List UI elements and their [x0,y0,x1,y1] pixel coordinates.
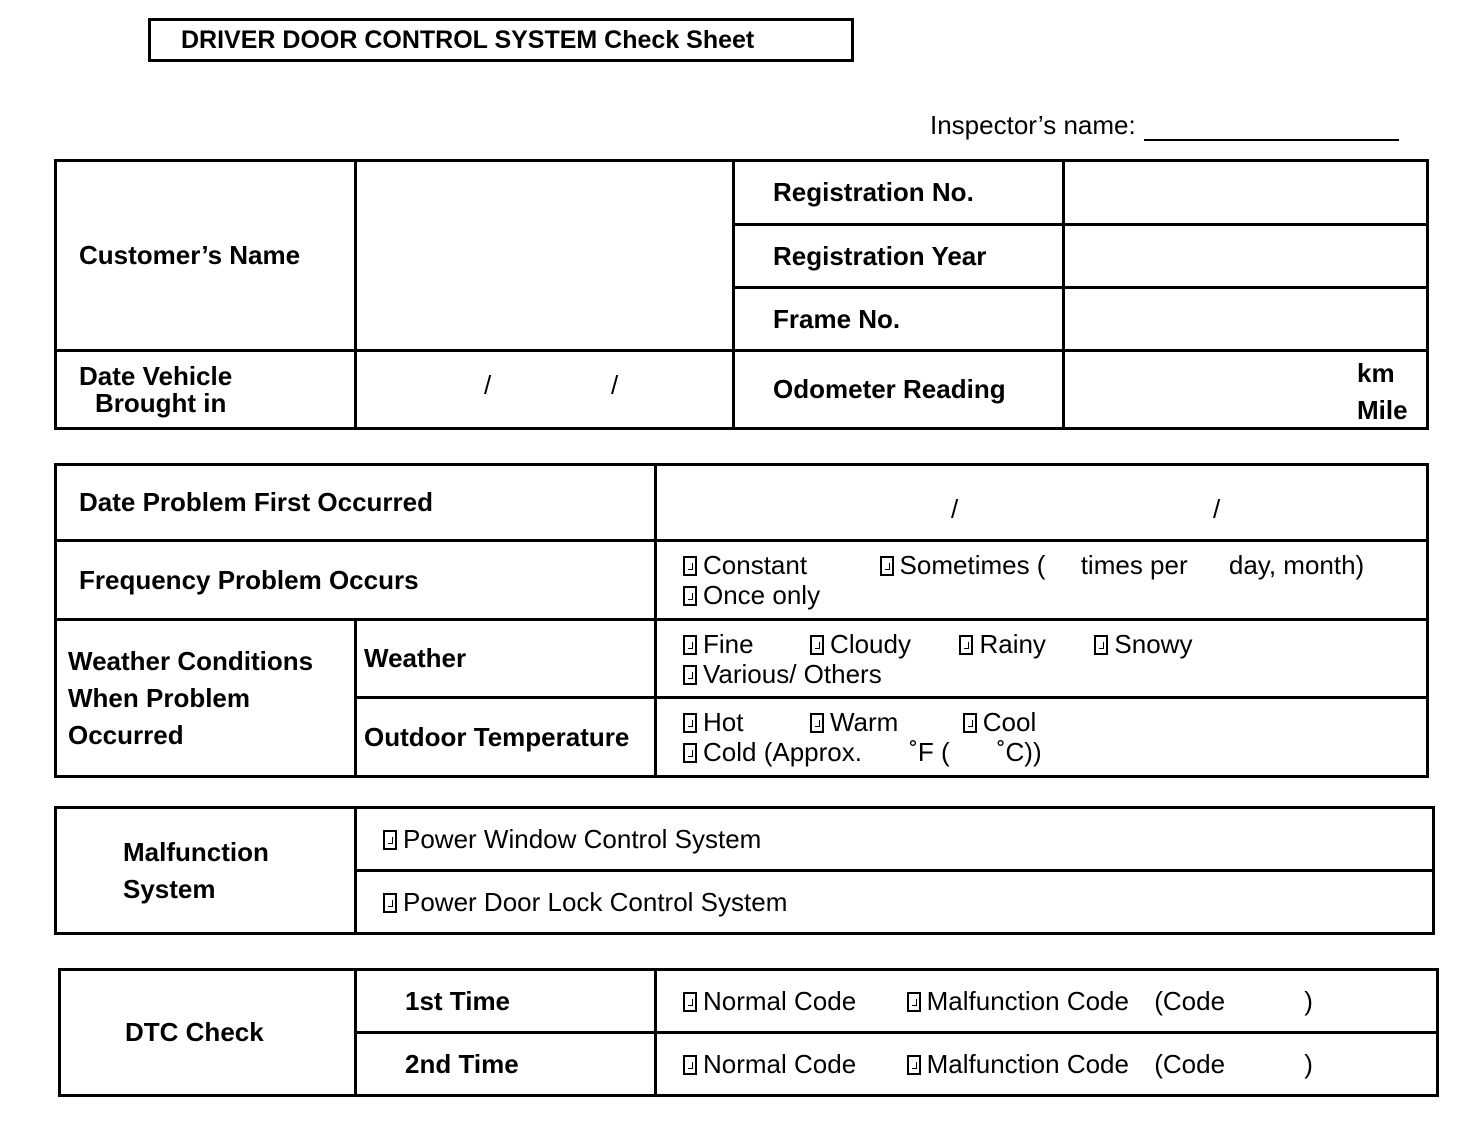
freq-constant-option[interactable]: Constant [683,550,807,580]
checkbox-icon [683,713,697,733]
problem-info-table [54,463,1429,778]
frame-no-input[interactable] [1064,288,1428,351]
malfunction-table [54,806,1435,935]
power-window-option[interactable]: Power Window Control System [356,808,1434,871]
dtc-first-time-label: 1st Time [356,970,656,1033]
inspector-name-input[interactable] [1144,111,1399,141]
weather-options [656,620,1428,698]
weather-snowy-option[interactable]: Snowy [1094,629,1192,659]
weather-cloudy-option[interactable]: Cloudy [810,629,911,659]
checkbox-icon [383,830,397,850]
vehicle-info-table [54,159,1429,430]
checkbox-icon [907,992,921,1012]
checkbox-icon [810,635,824,655]
dtc-second-normal-option[interactable]: Normal Code [683,1049,856,1079]
checkbox-icon [683,992,697,1012]
freq-once-option[interactable]: Once only [683,580,820,610]
checkbox-icon [683,1055,697,1075]
registration-year-input[interactable] [1064,225,1428,288]
dtc-check-label: DTC Check [60,970,356,1096]
dtc-table [58,968,1439,1097]
checkbox-icon [683,665,697,685]
temp-cold-option[interactable]: Cold (Approx. [683,737,862,767]
weather-label: Weather [356,620,656,698]
weather-rainy-option[interactable]: Rainy [959,629,1045,659]
checkbox-icon [1094,635,1108,655]
power-door-lock-option[interactable]: Power Door Lock Control System [356,871,1434,934]
checkbox-icon [963,713,977,733]
inspector-field [930,110,1399,141]
registration-no-input[interactable] [1064,161,1428,225]
customer-name-label: Customer’s Name [56,161,356,351]
date-first-label: Date Problem First Occurred [56,465,656,541]
customer-name-input[interactable] [356,161,734,351]
temp-hot-option[interactable]: Hot [683,707,743,737]
dtc-second-time-label: 2nd Time [356,1033,656,1096]
checkbox-icon [959,635,973,655]
registration-year-label: Registration Year [734,225,1064,288]
odometer-input[interactable] [1064,351,1428,429]
dtc-first-options: Normal Code Malfunction Code (Code ) [656,970,1438,1033]
outdoor-temp-label: Outdoor Temperature [356,698,656,777]
frequency-label: Frequency Problem Occurs [56,541,656,620]
checkbox-icon [907,1055,921,1075]
odometer-label: Odometer Reading [734,351,1064,429]
checkbox-icon [683,635,697,655]
page-title-text: DRIVER DOOR CONTROL SYSTEM Check Sheet [181,25,755,54]
frame-no-label: Frame No. [734,288,1064,351]
checkbox-icon [880,556,894,576]
weather-conditions-label: Weather Conditions When Problem Occurred [56,620,356,777]
temp-cool-option[interactable]: Cool [963,707,1036,737]
checkbox-icon [683,586,697,606]
frequency-options: Constant Sometimes ( times per day, month) Once only [656,541,1428,620]
temperature-options: Hot Warm Cool Cold (Approx. ˚F ( ˚C)) [656,698,1428,777]
inspector-label: Inspector’s name: [930,110,1136,140]
weather-fine-option[interactable]: Fine [683,629,754,659]
unit-mile: Mile [1357,395,1408,425]
unit-km: km [1357,358,1395,388]
weather-various-option[interactable]: Various/ Others [683,659,882,689]
dtc-first-normal-option[interactable]: Normal Code [683,986,856,1016]
dtc-second-malfunction-option[interactable]: Malfunction Code [907,1049,1129,1079]
date-first-input[interactable]: / / [656,465,1428,541]
checkbox-icon [810,713,824,733]
date-brought-input[interactable]: / / [356,351,734,429]
dtc-first-malfunction-option[interactable]: Malfunction Code [907,986,1129,1016]
checkbox-icon [383,893,397,913]
checkbox-icon [683,556,697,576]
registration-no-label: Registration No. [734,161,1064,225]
temp-warm-option[interactable]: Warm [810,707,898,737]
date-brought-label: Date Vehicle Brought in [56,351,356,429]
freq-sometimes-option[interactable]: Sometimes ( [880,550,1046,580]
dtc-second-options: Normal Code Malfunction Code (Code ) [656,1033,1438,1096]
checkbox-icon [683,743,697,763]
page-title [148,18,854,62]
malfunction-system-label: Malfunction System [56,808,356,934]
